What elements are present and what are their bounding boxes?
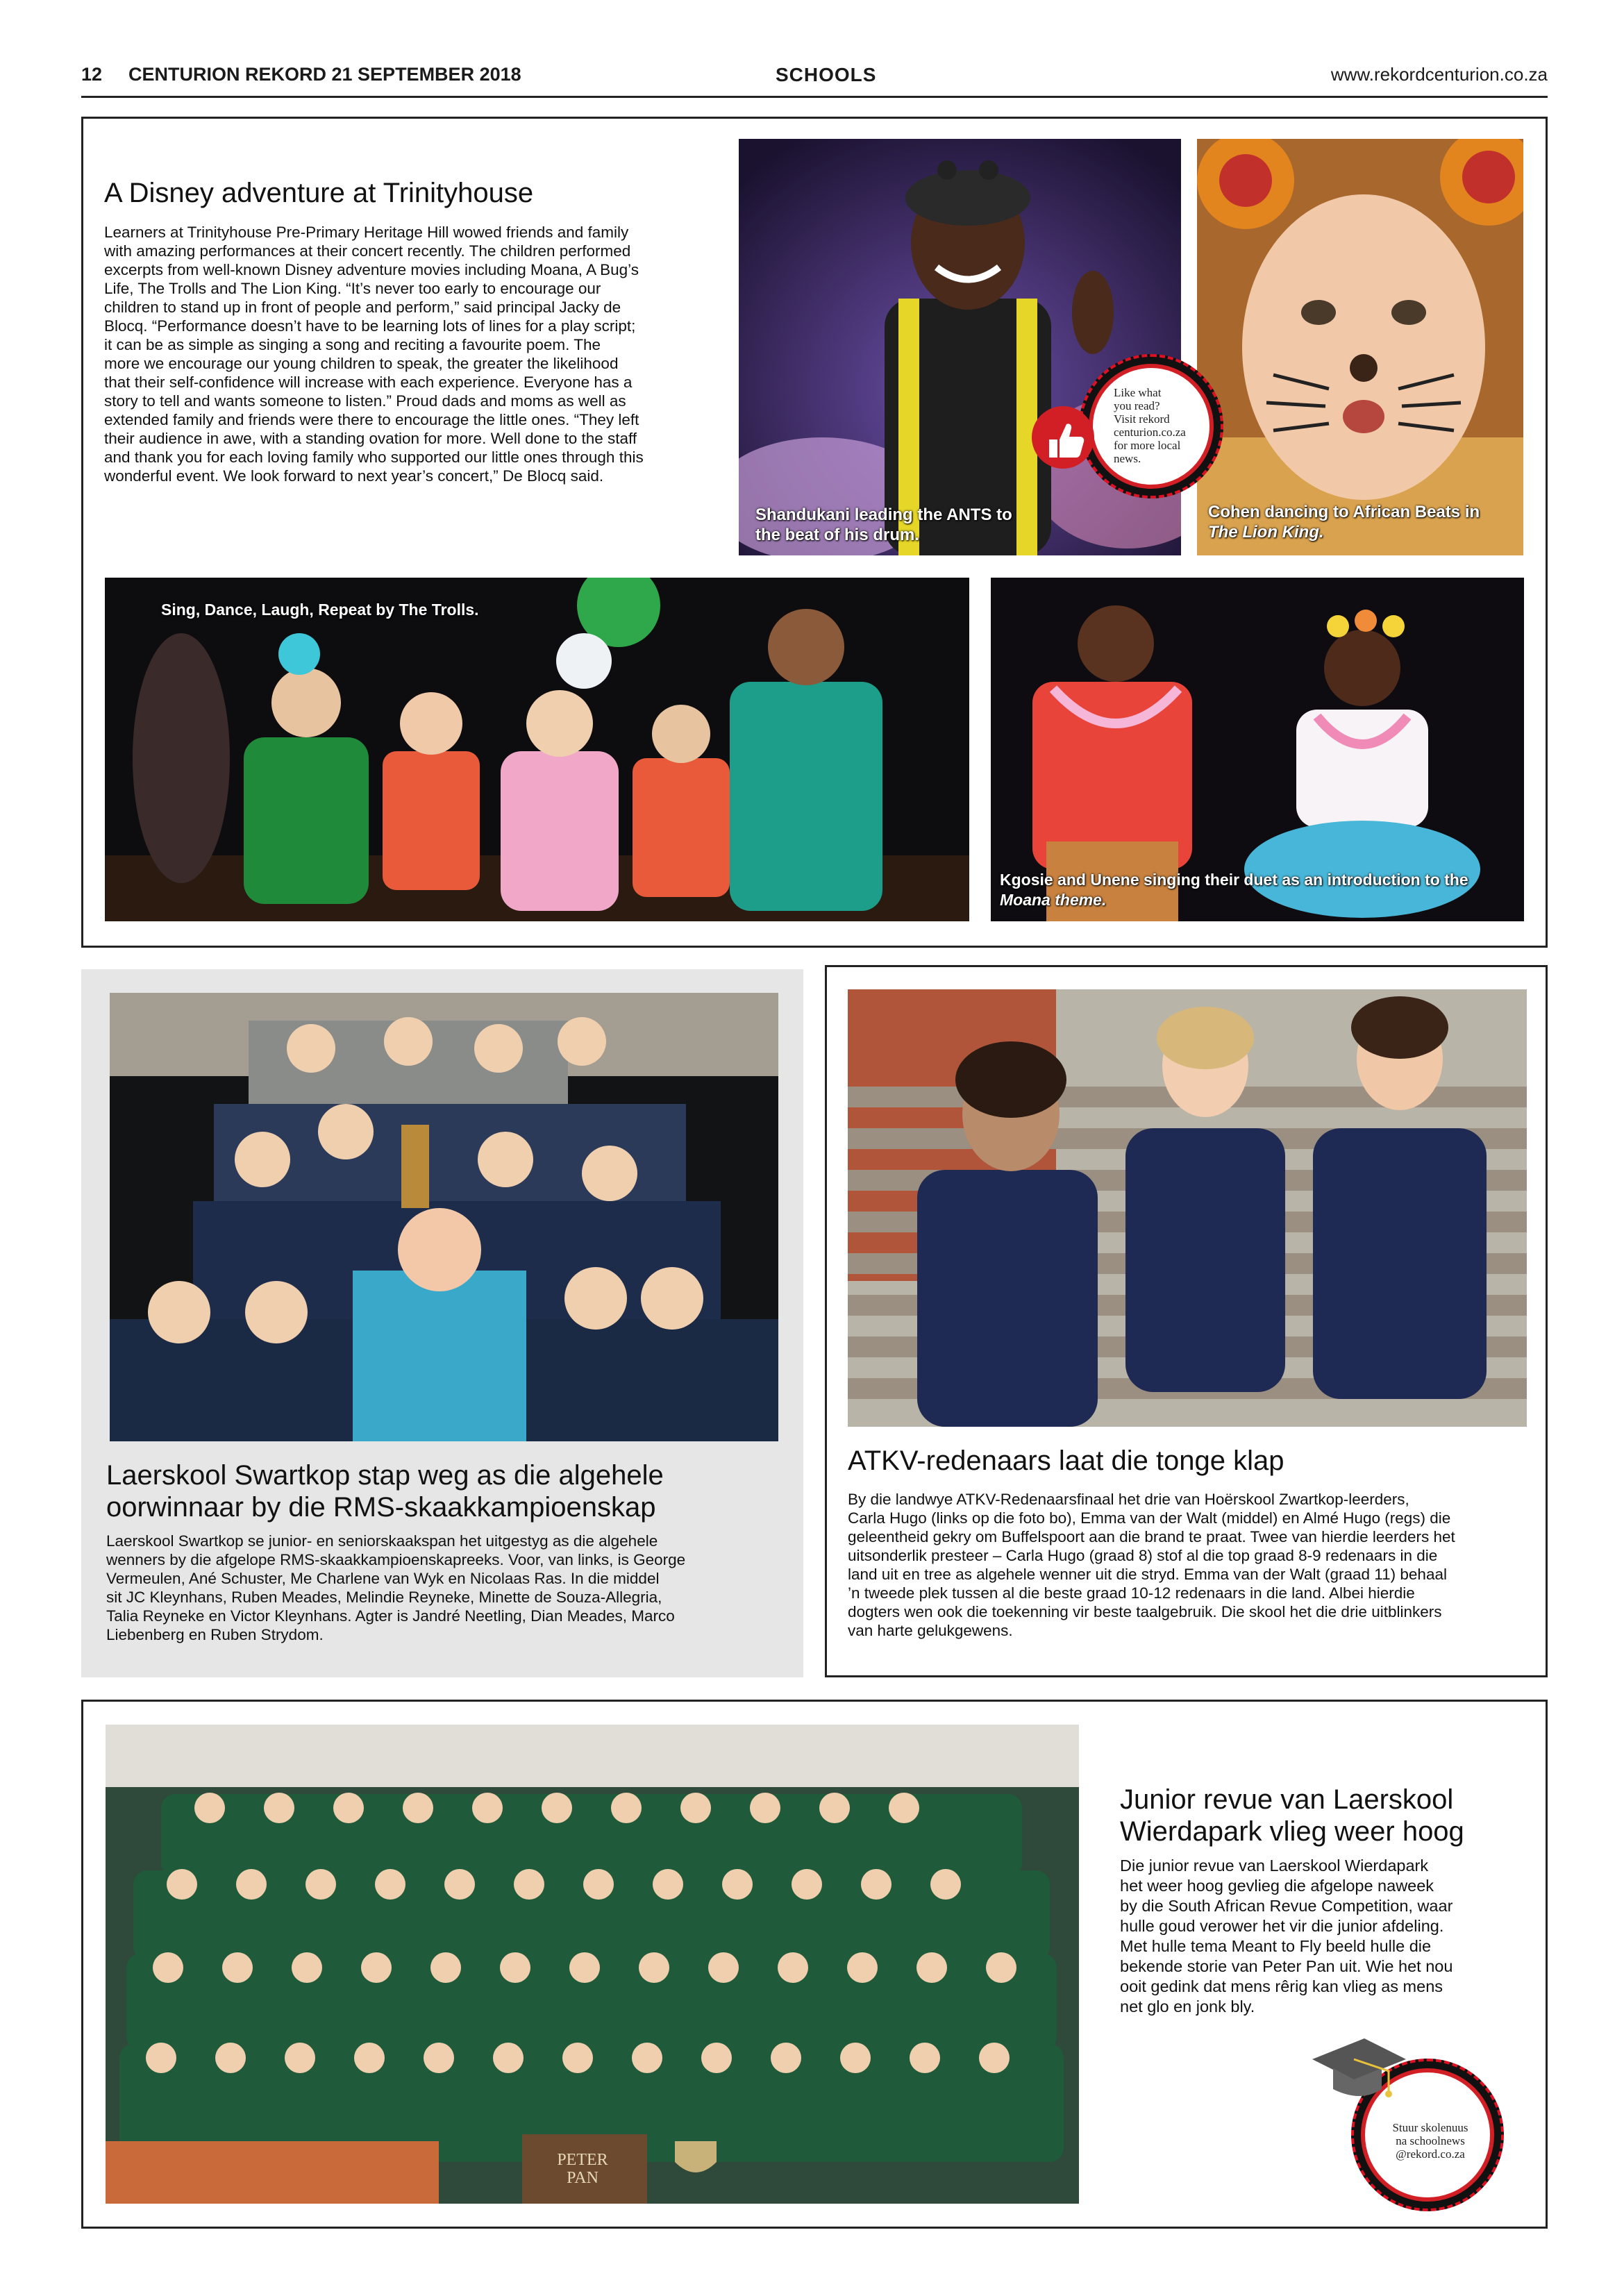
graduation-cap-icon xyxy=(1305,2028,1409,2111)
body-line: uitsonderlik presteer – Carla Hugo (graad 8) stof al die top graad 8-9 redenaars in die xyxy=(848,1547,1438,1564)
photo-atkv-speakers xyxy=(848,989,1527,1427)
badge-text xyxy=(1114,386,1204,465)
body-line: Laerskool Swartkop se junior- en seniorskaakspan het uitgestyg as die algehele xyxy=(106,1532,658,1550)
body-line: van harte gelukgewens. xyxy=(848,1622,1013,1639)
photo-chess-art xyxy=(110,993,778,1441)
badge-text xyxy=(1375,2121,1486,2161)
wierdapark-headline xyxy=(1120,1784,1537,1847)
body-line: story to tell and wants someone to listen.” Proud dads and moms as well as xyxy=(104,392,626,410)
photo-atkv-art xyxy=(848,989,1527,1427)
badge-line: centurion.co.za xyxy=(1114,426,1186,439)
caption-line: Cohen dancing to African Beats in xyxy=(1208,503,1480,521)
badge-line: you read? xyxy=(1114,399,1160,412)
trinityhouse-headline: A Disney adventure at Trinityhouse xyxy=(104,178,534,208)
body-line: wenners by die afgelope RMS-skaakkampioenskapreeks. Voor, van links, is George xyxy=(106,1551,686,1568)
thumbs-up-icon xyxy=(1032,406,1094,469)
page-number: 12 xyxy=(81,64,103,85)
body-line: sit JC Kleynhans, Ruben Meades, Melindie Reyneke, Minette de Souza-Allegria, xyxy=(106,1589,662,1606)
body-line: extended family and friends were there to encourage the little ones. “They left xyxy=(104,411,639,428)
badge-line: na schoolnews xyxy=(1396,2134,1465,2147)
school-news-badge[interactable] xyxy=(1305,2028,1514,2202)
section-label: SCHOOLS xyxy=(776,64,877,85)
caption-line: Kgosie and Unene singing their duet as an introduction to the xyxy=(1000,871,1468,889)
body-line: by die South African Revue Competition, waar xyxy=(1120,1897,1453,1915)
atkv-headline: ATKV-redenaars laat die tonge klap xyxy=(848,1446,1284,1476)
sign-line: PETER xyxy=(557,2151,608,2169)
like-what-you-read-badge[interactable] xyxy=(1032,354,1226,500)
trinityhouse-body xyxy=(104,223,805,485)
body-line: geleentheid gekry om Buffelspoort aan die brand te praat. Twee van hierdie leerders het xyxy=(848,1528,1455,1545)
badge-line: Stuur skolenuus xyxy=(1392,2121,1468,2134)
photo-trolls-art xyxy=(105,578,969,921)
caption-line: the beat of his drum. xyxy=(755,526,920,544)
photo-chess-team xyxy=(110,993,778,1441)
badge-line: @rekord.co.za xyxy=(1396,2147,1465,2161)
body-line: excerpts from well-known Disney adventure movies including Moana, A Bug’s xyxy=(104,261,639,278)
caption-trolls: Sing, Dance, Laugh, Repeat by The Trolls. xyxy=(161,601,479,619)
body-line: children to stand up in front of people and perform,” said principal Jacky de xyxy=(104,299,621,316)
swartkop-headline xyxy=(106,1459,794,1523)
body-line: and thank you for each loving family who supported our little ones through this xyxy=(104,449,644,466)
body-line: het weer hoog gevlieg die afgelope naweek xyxy=(1120,1877,1434,1895)
body-line: Talia Reyneke en Victor Kleynhans. Agter is Jandré Neetling, Dian Meades, Marco xyxy=(106,1607,675,1625)
body-line: ’n tweede plek tussen al die beste graad 10-12 redenaars in die land. Albei hierdie xyxy=(848,1584,1415,1602)
body-line: their audience in awe, with a standing ovation for more. Well done to the staff xyxy=(104,430,637,447)
body-line: Blocq. “Performance doesn’t have to be learning lots of lines for a play script; xyxy=(104,317,636,335)
photo-revue-group xyxy=(106,1725,1079,2204)
body-line: Die junior revue van Laerskool Wierdapark xyxy=(1120,1857,1429,1875)
body-line: Liebenberg en Ruben Strydom. xyxy=(106,1626,324,1643)
badge-line: for more local xyxy=(1114,439,1181,452)
caption-line: The Lion King. xyxy=(1208,523,1324,542)
badge-line: Visit rekord xyxy=(1114,412,1170,426)
photo-lion-king xyxy=(1197,139,1523,555)
headline-line: Wierdapark vlieg weer hoog xyxy=(1120,1816,1464,1847)
body-line: hulle goud verower het vir die junior afdeling. xyxy=(1120,1917,1444,1935)
atkv-article xyxy=(825,965,1548,1677)
peter-pan-sign xyxy=(520,2151,645,2206)
caption-line: Moana theme. xyxy=(1000,891,1107,909)
headline-line: Junior revue van Laerskool xyxy=(1120,1784,1454,1815)
sign-line: PAN xyxy=(567,2169,598,2187)
caption-line: Shandukani leading the ANTS to xyxy=(755,505,1012,524)
headline-line: oorwinnaar by die RMS-skaakkampioenskap xyxy=(106,1492,656,1523)
body-line: ooit gedink dat mens rêrig kan vlieg as mens xyxy=(1120,1977,1443,1995)
swartkop-body xyxy=(106,1532,794,1644)
photo-revue-art xyxy=(106,1725,1079,2204)
caption-moana xyxy=(1000,870,1527,910)
body-line: it can be as simple as singing a song and reciting a favourite poem. The xyxy=(104,336,601,353)
atkv-body xyxy=(848,1490,1535,1640)
masthead xyxy=(81,64,1548,98)
caption-ants xyxy=(755,505,1172,545)
photo-lion-king-art xyxy=(1197,139,1523,555)
paper-and-date: CENTURION REKORD 21 SEPTEMBER 2018 xyxy=(128,64,521,85)
caption-lion-king xyxy=(1208,502,1527,542)
swartkop-article xyxy=(81,969,803,1677)
wierdapark-article xyxy=(81,1700,1548,2229)
photo-trolls xyxy=(105,578,969,921)
body-line: Carla Hugo (links op die foto bo), Emma van der Walt (middel) en Almé Hugo (regs) die xyxy=(848,1509,1451,1527)
body-line: land uit en tree as algehele wenner uit die stryd. Emma van der Walt (graad 11) behaal xyxy=(848,1566,1447,1583)
website-link[interactable]: www.rekordcenturion.co.za xyxy=(1330,64,1548,85)
body-line: that their self-confidence will increase with each experience. Everyone has a xyxy=(104,374,633,391)
body-line: net glo en jonk bly. xyxy=(1120,1997,1255,2016)
body-line: more we encourage our young children to speak, the greater the likelihood xyxy=(104,355,619,372)
body-line: By die landwye ATKV-Redenaarsfinaal het drie van Hoërskool Zwartkop-leerders, xyxy=(848,1491,1409,1508)
body-line: with amazing performances at their concert recently. The children performed xyxy=(104,242,631,260)
badge-line: news. xyxy=(1114,452,1141,465)
body-line: Met hulle tema Meant to Fly beeld hulle die xyxy=(1120,1937,1432,1955)
body-line: wonderful event. We look forward to next year’s concert,” De Blocq said. xyxy=(104,467,604,485)
body-line: bekende storie van Peter Pan uit. Wie het nou xyxy=(1120,1957,1453,1975)
body-line: Learners at Trinityhouse Pre-Primary Heritage Hill wowed friends and family xyxy=(104,224,629,241)
body-line: Life, The Trolls and The Lion King. “It’s never too early to encourage our xyxy=(104,280,601,297)
wierdapark-body xyxy=(1120,1856,1537,2017)
body-line: dogters wen ook die toekenning vir beste taalgebruik. Die skool het die drie uitblinkers xyxy=(848,1603,1442,1620)
headline-line: Laerskool Swartkop stap weg as die algehele xyxy=(106,1460,664,1491)
body-line: Vermeulen, Ané Schuster, Me Charlene van Wyk en Nicolaas Ras. In die middel xyxy=(106,1570,660,1587)
badge-line: Like what xyxy=(1114,386,1162,399)
